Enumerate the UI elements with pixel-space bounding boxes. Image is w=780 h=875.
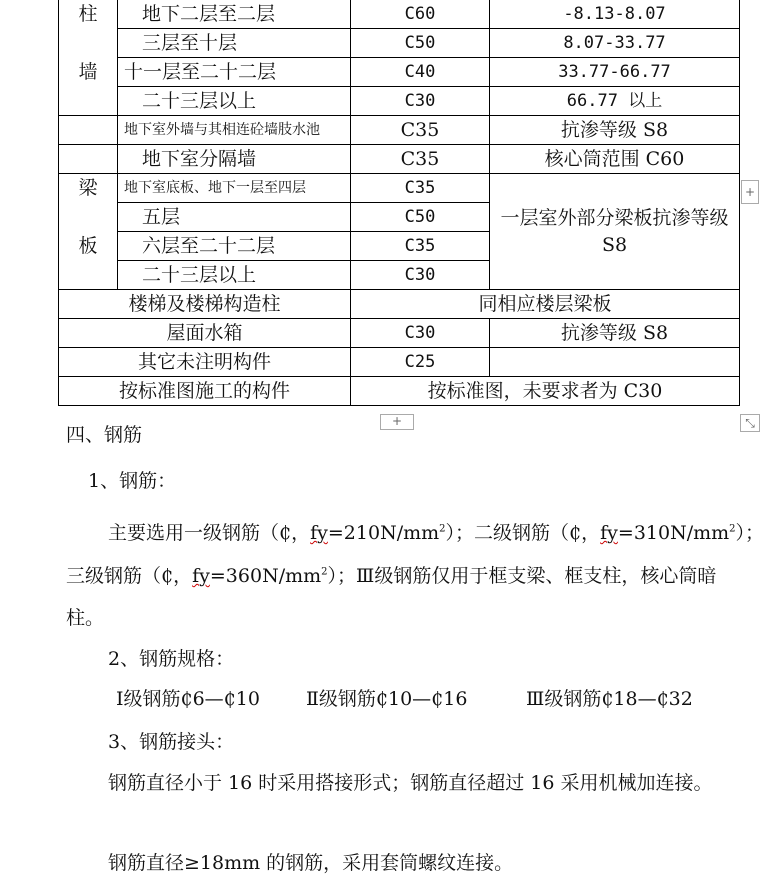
sub-heading: 2、钢筋规格： — [108, 648, 235, 670]
part-cell[interactable]: 其它未注明构件 — [59, 348, 351, 377]
table-row — [59, 319, 740, 348]
part-cell[interactable]: 六层至二十二层 — [118, 232, 351, 261]
paragraph-line: 三级钢筋（₵，$fy=360N/mm^2$）；Ⅲ级钢筋仅用于框支梁、框支柱，核心筒暗 — [66, 565, 717, 587]
sub-heading: 1、钢筋： — [88, 470, 177, 492]
spec-grade-1: Ⅰ级钢筋₵6—₵10 — [116, 688, 260, 710]
grade-cell[interactable]: C60 — [351, 0, 490, 29]
table-row — [59, 29, 740, 58]
spec-grade-3: Ⅲ级钢筋₵18—₵32 — [526, 688, 693, 710]
table-row — [59, 348, 740, 377]
part-cell[interactable]: 二十三层以上 — [118, 87, 351, 116]
part-cell[interactable]: 地下室分隔墙 — [118, 145, 351, 174]
group-char: 板 — [78, 235, 98, 257]
part-cell[interactable]: 二十三层以上 — [118, 261, 351, 290]
paragraph-line: 柱。 — [66, 607, 105, 629]
grade-cell[interactable]: C30 — [351, 319, 490, 348]
grade-cell[interactable]: C30 — [351, 87, 490, 116]
part-cell[interactable]: 屋面水箱 — [59, 319, 351, 348]
table-row — [59, 145, 740, 174]
table-row — [59, 58, 740, 87]
empty-group-cell[interactable] — [59, 116, 118, 145]
part-cell[interactable]: 五层 — [118, 203, 351, 232]
paragraph-line: 钢筋直径小于 16 时采用搭接形式；钢筋直径超过 16 采用机械加连接。 — [108, 772, 713, 794]
table-row — [59, 0, 740, 29]
paragraph-line: 主要选用一级钢筋（₵，$fy=210N/mm^2$）；二级钢筋（₵，$fy=310N/mm^2$）； — [108, 522, 765, 544]
note-cell[interactable]: 核心筒范围 C60 — [490, 145, 740, 174]
concrete-grade-table — [58, 0, 740, 406]
part-cell[interactable]: 地下室底板、地下一层至四层 — [118, 174, 351, 203]
part-cell[interactable]: 三层至十层 — [118, 29, 351, 58]
table-resize-icon[interactable]: ⤡ — [740, 414, 760, 432]
add-row-icon[interactable]: + — [380, 414, 414, 430]
note-cell[interactable] — [490, 348, 740, 377]
grade-cell[interactable]: C30 — [351, 261, 490, 290]
note-cell[interactable]: 33.77-66.77 — [490, 58, 740, 87]
note-cell[interactable]: 一层室外部分梁板抗渗等级 S8 — [490, 174, 740, 290]
note-cell[interactable]: 抗渗等级 S8 — [490, 116, 740, 145]
table-row — [59, 87, 740, 116]
grade-cell[interactable]: C35 — [351, 232, 490, 261]
group-cell-column-wall[interactable] — [59, 0, 118, 116]
add-column-icon[interactable]: + — [741, 180, 759, 204]
part-cell[interactable]: 十一层至二十二层 — [118, 58, 351, 87]
section-heading: 四、钢筋 — [66, 424, 143, 446]
sub-heading: 3、钢筋接头： — [108, 731, 235, 753]
note-cell[interactable]: 66.77 以上 — [490, 87, 740, 116]
group-cell-beam-slab[interactable] — [59, 174, 118, 290]
grade-cell[interactable]: C50 — [351, 29, 490, 58]
table-row — [59, 174, 740, 203]
note-cell[interactable]: 同相应楼层梁板 — [351, 290, 740, 319]
empty-group-cell[interactable] — [59, 145, 118, 174]
grade-cell[interactable]: C35 — [351, 116, 490, 145]
grade-cell[interactable]: C35 — [351, 174, 490, 203]
note-cell[interactable]: 抗渗等级 S8 — [490, 319, 740, 348]
table-row — [59, 116, 740, 145]
note-cell[interactable]: -8.13-8.07 — [490, 0, 740, 29]
part-cell[interactable]: 按标准图施工的构件 — [59, 377, 351, 406]
grade-cell[interactable]: C25 — [351, 348, 490, 377]
group-char: 梁 — [78, 177, 98, 199]
group-char: 墙 — [78, 61, 98, 83]
part-cell[interactable]: 地下二层至二层 — [118, 0, 351, 29]
part-cell[interactable]: 楼梯及楼梯构造柱 — [59, 290, 351, 319]
table-row — [59, 290, 740, 319]
spec-grade-2: Ⅱ级钢筋₵10—₵16 — [306, 688, 468, 710]
grade-cell[interactable]: C50 — [351, 203, 490, 232]
grade-cell[interactable]: C35 — [351, 145, 490, 174]
note-cell[interactable]: 按标准图，未要求者为 C30 — [351, 377, 740, 406]
table-row — [59, 377, 740, 406]
note-cell[interactable]: 8.07-33.77 — [490, 29, 740, 58]
grade-cell[interactable]: C40 — [351, 58, 490, 87]
paragraph-line: 钢筋直径≥18mm 的钢筋，采用套筒螺纹连接。 — [108, 852, 514, 874]
part-cell[interactable]: 地下室外墙与其相连砼墙肢水池 — [118, 116, 351, 145]
group-char: 柱 — [78, 3, 98, 25]
